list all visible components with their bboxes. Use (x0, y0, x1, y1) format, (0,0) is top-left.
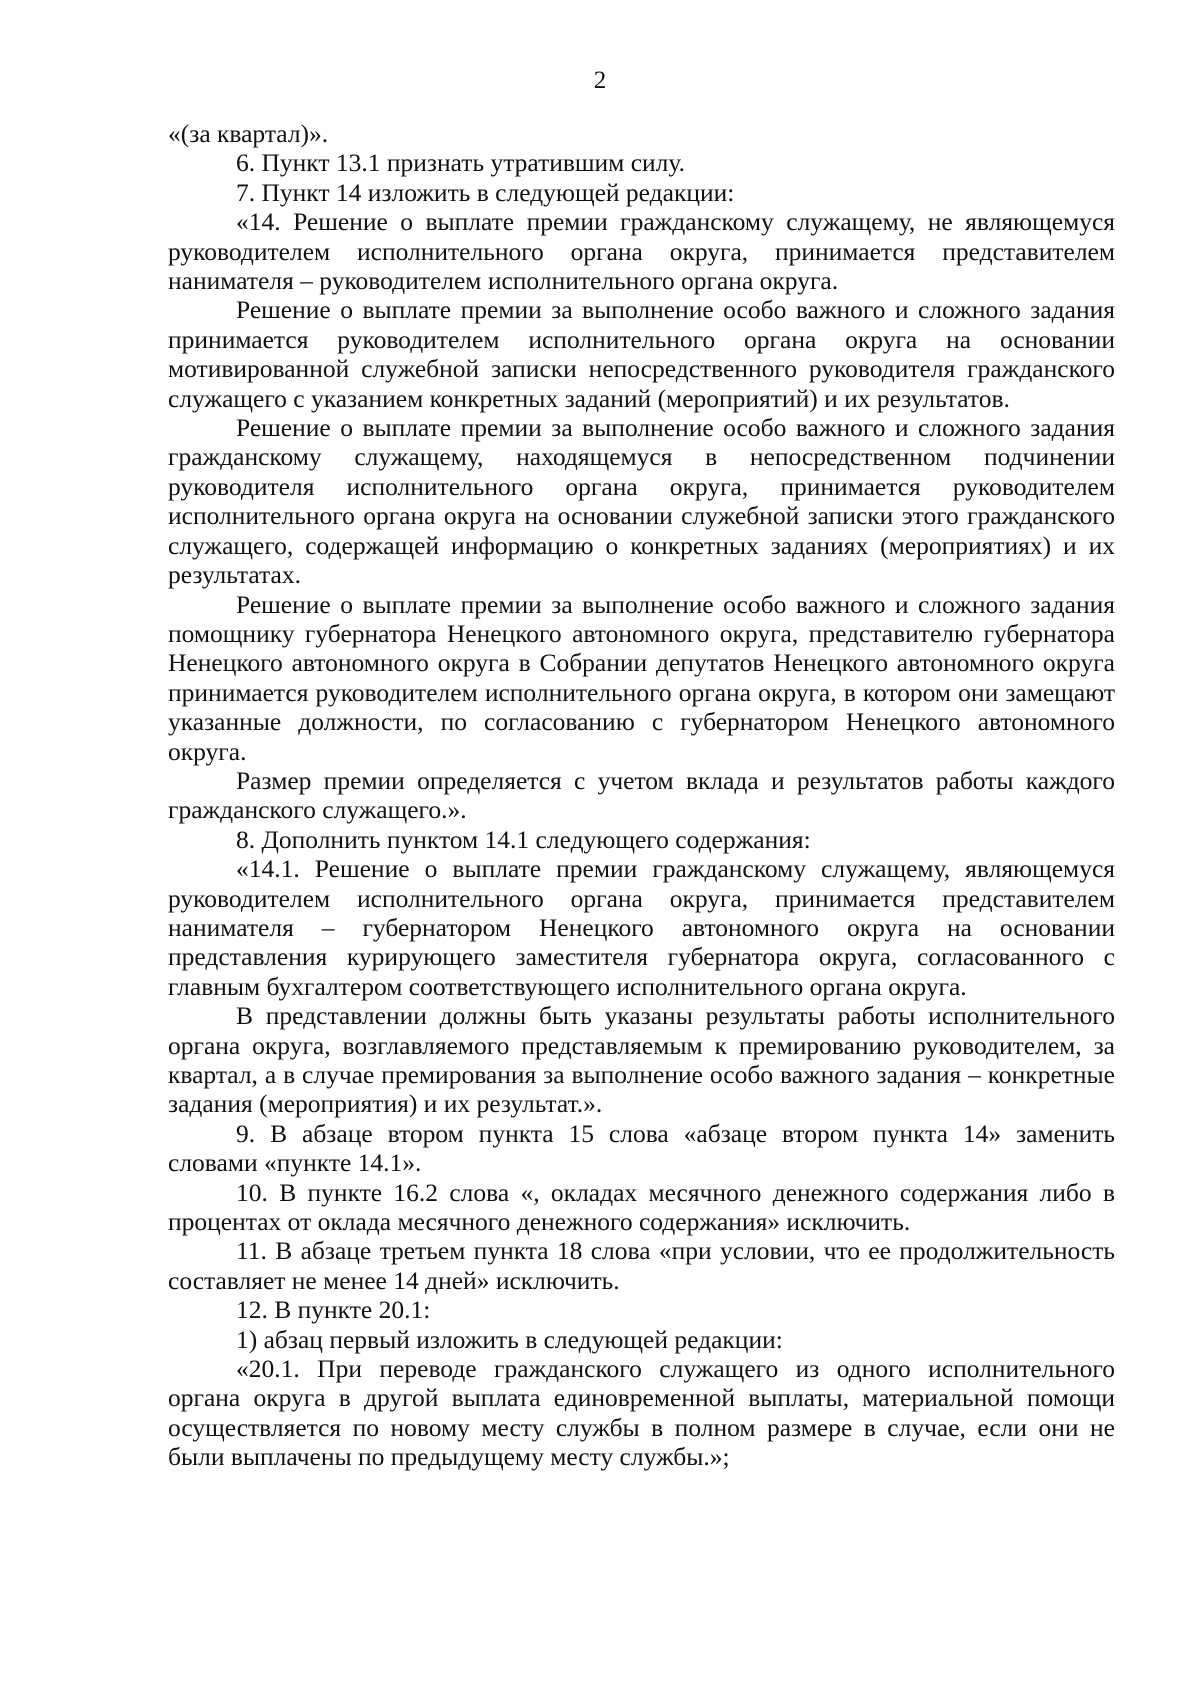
paragraph: 7. Пункт 14 изложить в следующей редакции: (236, 177, 735, 207)
paragraph: Решение о выплате премии за выполнение особо важного и сложного задания гражданскому служащему, находящемуся в непосредственном подчинении руководителя исполнительного органа округа, принимается руководителем исполнительного органа округа на основании служебной записки этого гражданского служащего, содержащей информацию о конкретных заданиях (мероприятиях) и их результатах. (168, 413, 1115, 590)
paragraph: Решение о выплате премии за выполнение особо важного и сложного задания помощнику губернатора Ненецкого автономного округа, представителю губернатора Ненецкого автономного округа в Собрании депутатов Ненецкого автономного округа принимается руководителем исполнительного органа округа, в котором они замещают указанные должности, по согласованию с губернатором Ненецкого автономного округа. (168, 589, 1115, 766)
paragraph: «14. Решение о выплате премии гражданскому служащему, не являющемуся руководителем исполнительного органа округа, принимается представителем нанимателя – руководителем исполнительного органа округа. (168, 207, 1115, 296)
paragraph: 6. Пункт 13.1 признать утратившим силу. (236, 148, 685, 178)
paragraph: Решение о выплате премии за выполнение особо важного и сложного задания принимается руководителем исполнительного органа округа на основании мотивированной служебной записки непосредственного руководителя гражданского служащего с указанием конкретных заданий (мероприятий) и их результатов. (168, 295, 1115, 413)
paragraph: 8. Дополнить пунктом 14.1 следующего содержания: (236, 824, 811, 854)
paragraph: «14.1. Решение о выплате премии гражданскому служащему, являющемуся руководителем исполнительного органа округа, принимается представителем нанимателя – губернатором Ненецкого автономного округа на основании представления курирующего заместителя губернатора округа, согласованного с главным бухгалтером соответствующего исполнительного органа округа. (168, 854, 1115, 1001)
paragraph: Размер премии определяется с учетом вклада и результатов работы каждого гражданского служащего.». (168, 765, 1115, 825)
paragraph: 1) абзац первый изложить в следующей редакции: (236, 1324, 783, 1354)
paragraph: 9. В абзаце втором пункта 15 слова «абзаце втором пункта 14» заменить словами «пункте 14.1». (168, 1118, 1115, 1178)
document-body (168, 119, 1115, 1472)
paragraph: 11. В абзаце третьем пункта 18 слова «при условии, что ее продолжительность составляет не менее 14 дней» исключить. (168, 1236, 1115, 1295)
page-number: 2 (593, 67, 607, 94)
paragraph: 12. В пункте 20.1: (236, 1295, 431, 1325)
paragraph: «(за квартал)». (168, 119, 329, 148)
paragraph: В представлении должны быть указаны результаты работы исполнительного органа округа, возглавляемого представляемым к премированию руководителем, за квартал, а в случае премирования за выполнение особо важного задания – конкретные задания (мероприятия) и их результат.». (168, 1001, 1115, 1119)
paragraph: 10. В пункте 16.2 слова «, окладах месячного денежного содержания либо в процентах от оклада месячного денежного содержания» исключить. (168, 1177, 1115, 1237)
paragraph: «20.1. При переводе гражданского служащего из одного исполнительного органа округа в другой выплата единовременной выплаты, материальной помощи осуществляется по новому месту службы в полном размере в случае, если они не были выплачены по предыдущему месту службы.»; (168, 1354, 1115, 1472)
